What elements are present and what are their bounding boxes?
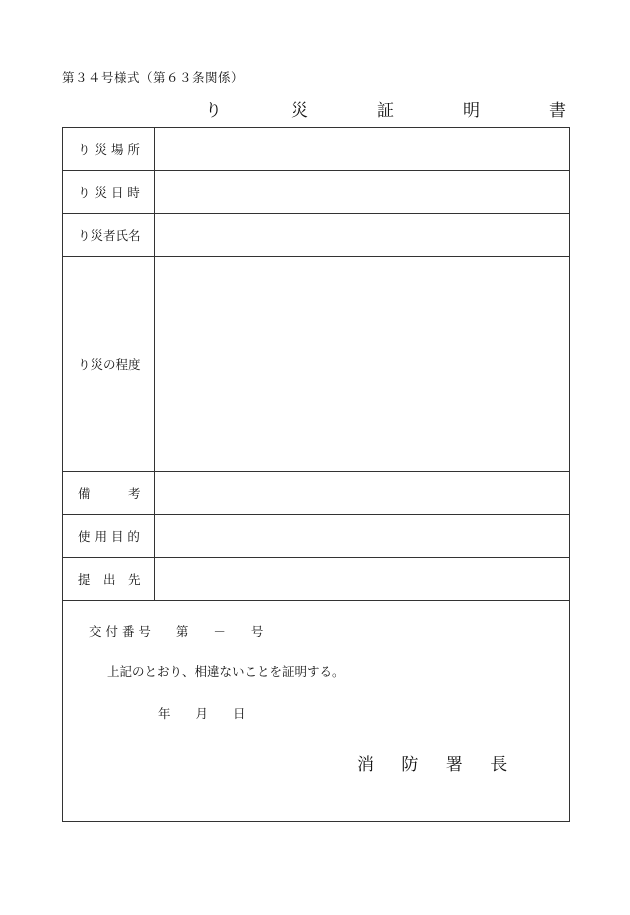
field-remarks[interactable] xyxy=(155,472,570,515)
document-title: り 災 証 明 書 xyxy=(205,101,592,121)
label-disaster-datetime xyxy=(63,171,155,214)
field-victim-name[interactable] xyxy=(155,214,570,257)
field-disaster-datetime[interactable] xyxy=(155,171,570,214)
row-disaster-location xyxy=(63,128,570,171)
label-damage-extent xyxy=(63,257,155,472)
label-submit-to xyxy=(63,558,155,601)
label-text: り災者氏名 xyxy=(78,228,141,243)
row-damage-extent xyxy=(63,257,570,472)
certification-statement: 上記のとおり、相違ないことを証明する。 xyxy=(107,664,345,679)
issue-number: 交 付 番 号 第 － 号 xyxy=(89,624,264,639)
issue-date: 年 月 日 xyxy=(158,706,246,721)
row-submit-to xyxy=(63,558,570,601)
certificate-table xyxy=(62,127,570,601)
field-damage-extent[interactable] xyxy=(155,257,570,472)
label-text: り 災 場 所 xyxy=(78,142,140,157)
field-purpose[interactable] xyxy=(155,515,570,558)
certification-section xyxy=(62,598,570,822)
label-text: 使 用 目 的 xyxy=(78,529,140,544)
signer-title: 消 防 署 長 xyxy=(357,755,519,775)
label-text: 提 出 先 xyxy=(78,572,141,587)
label-purpose xyxy=(63,515,155,558)
field-disaster-location[interactable] xyxy=(155,128,570,171)
field-submit-to[interactable] xyxy=(155,558,570,601)
label-text: り災の程度 xyxy=(78,357,141,372)
label-disaster-location xyxy=(63,128,155,171)
label-victim-name xyxy=(63,214,155,257)
form-number: 第３４号様式（第６３条関係） xyxy=(62,70,245,85)
row-disaster-datetime xyxy=(63,171,570,214)
label-text: 備 考 xyxy=(78,486,141,501)
label-remarks xyxy=(63,472,155,515)
row-victim-name xyxy=(63,214,570,257)
label-text: り 災 日 時 xyxy=(78,185,140,200)
row-purpose xyxy=(63,515,570,558)
row-remarks xyxy=(63,472,570,515)
